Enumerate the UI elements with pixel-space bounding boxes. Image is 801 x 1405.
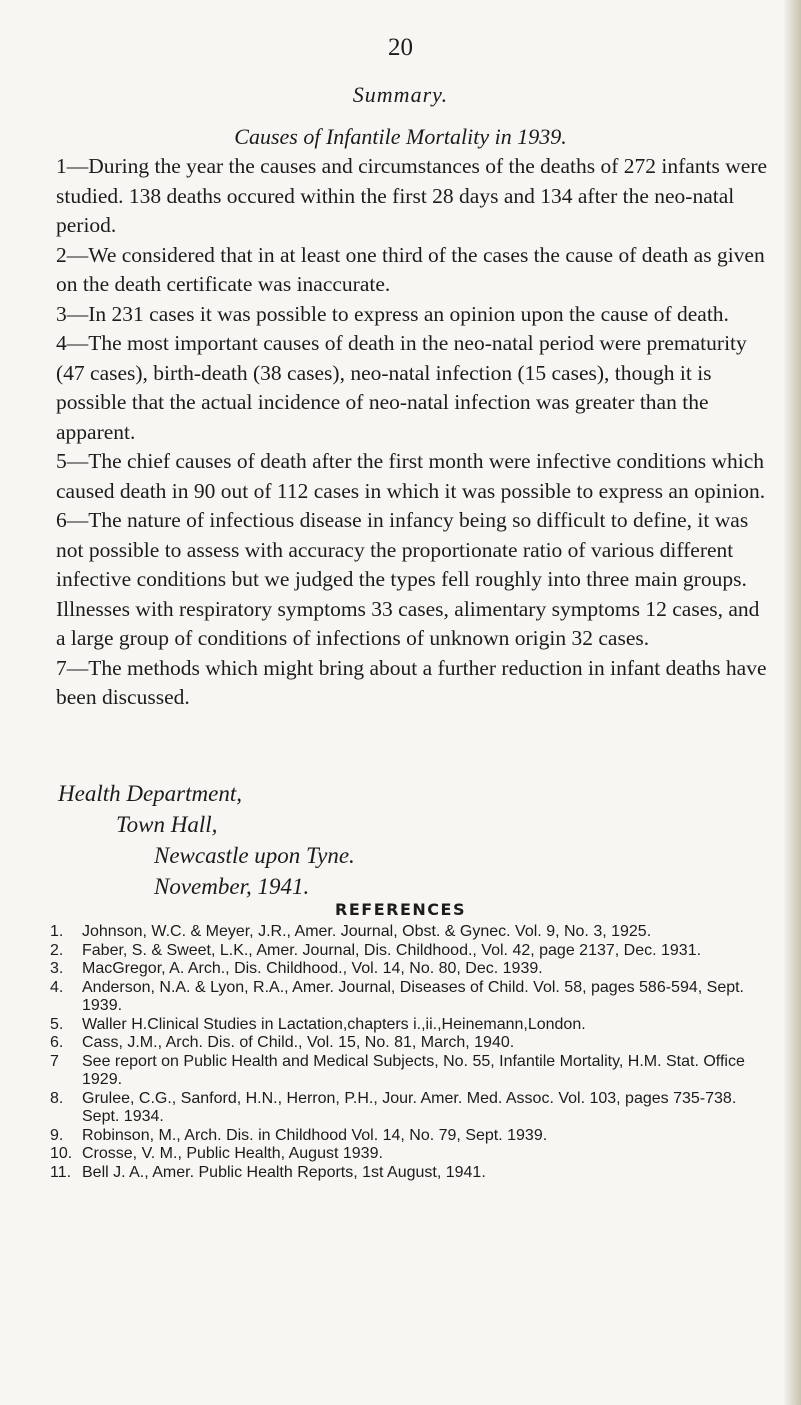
reference-item [50,1034,770,1053]
references-heading: REFERENCES [335,900,466,919]
reference-number: 6. [50,1034,64,1051]
reference-text: Grulee, C.G., Sanford, H.N., Herron, P.H., Jour. Amer. Med. Assoc. Vol. 103, pages 735-738. Sept. 1934. [82,1089,737,1125]
reference-item [50,1090,770,1127]
reference-text: Cass, J.M., Arch. Dis. of Child., Vol. 15, No. 81, March, 1940. [82,1034,515,1051]
reference-text: Faber, S. & Sweet, L.K., Amer. Journal, Dis. Childhood., Vol. 42, page 2137, Dec. 1931. [82,941,702,959]
reference-number: 8. [50,1089,64,1107]
reference-item [50,1127,770,1146]
reference-number: 2. [50,941,64,959]
references-list [50,923,770,1182]
summary-paragraph-7: 7—The methods which might bring about a further reduction in infant deaths have been discussed. [56,655,767,709]
reference-number: 1. [50,923,64,940]
reference-item [50,1053,770,1090]
reference-item [50,1016,770,1035]
reference-text: Anderson, N.A. & Lyon, R.A., Amer. Journal, Diseases of Child. Vol. 58, pages 586-594, Sept. 1939. [82,978,744,1014]
address-line-city: Newcastle upon Tyne. [154,843,355,868]
reference-number: 5. [50,1015,64,1033]
summary-paragraph-1: 1—During the year the causes and circumstances of the deaths of 272 infants were studied. 138 deaths occured within the first 28 days and 134 after the neo-natal period. [56,154,768,237]
reference-text: MacGregor, A. Arch., Dis. Childhood., Vol. 14, No. 80, Dec. 1939. [82,960,543,977]
page-number: 20 [388,34,413,61]
page-edge-shadow [783,0,801,1405]
reference-number: 7 [50,1052,59,1070]
summary-paragraph-2: 2—We considered that in at least one third of the cases the cause of death as given on the death certificate was inaccurate. [56,242,765,296]
reference-number: 10. [50,1145,73,1162]
address-line-date: November, 1941. [154,874,310,899]
summary-heading: Summary. [352,82,449,107]
reference-number: 11. [50,1163,72,1181]
reference-text: See report on Public Health and Medical Subjects, No. 55, Infantile Mortality, H.M. Stat. Office 1929. [82,1052,745,1088]
reference-number: 4. [50,978,64,996]
signature-address [58,778,558,902]
address-line-building: Town Hall, [116,812,218,837]
address-line-department: Health Department, [58,781,242,806]
section-title: Causes of Infantile Mortality in 1939. [234,124,567,149]
summary-paragraph-5: 5—The chief causes of death after the first month were infective conditions which caused death in 90 out of 112 cases in which it was possible to express an opinion. [56,449,766,503]
reference-number: 3. [50,960,64,977]
reference-text: Robinson, M., Arch. Dis. in Childhood Vol. 14, No. 79, Sept. 1939. [82,1126,548,1144]
reference-number: 9. [50,1126,64,1144]
summary-paragraphs [56,152,768,713]
reference-item [50,923,770,942]
reference-text: Bell J. A., Amer. Public Health Reports, 1st August, 1941. [82,1163,486,1181]
summary-paragraph-4: 4—The most important causes of death in the neo-natal period were prematurity (47 cases), birth-death (38 cases), neo-natal infection (15 cases), though it is possible that the actual incidence of neo-natal infection was greater than the apparent. [56,331,747,444]
summary-paragraph-3: 3—In 231 cases it was possible to express an opinion upon the cause of death. [56,301,729,326]
reference-text: Crosse, V. M., Public Health, August 1939. [82,1145,383,1162]
reference-text: Johnson, W.C. & Meyer, J.R., Amer. Journal, Obst. & Gynec. Vol. 9, No. 3, 1925. [82,923,652,940]
summary-paragraph-6: 6—The nature of infectious disease in infancy being so difficult to define, it was not possible to assess with accuracy the proportionate ratio of various different infective conditions but we judged the types fell roughly into three main groups. Illnesses with respiratory symptoms 33 cases, alimentary symptoms 12 cases, and a large group of conditions of infections of unknown origin 32 cases. [56,508,760,650]
reference-text: Waller H.Clinical Studies in Lactation,chapters i.,ii.,Heinemann,London. [82,1015,586,1033]
reference-item [50,979,770,1016]
reference-item [50,960,770,979]
reference-item [50,942,770,961]
reference-item [50,1145,770,1164]
reference-item [50,1164,770,1183]
